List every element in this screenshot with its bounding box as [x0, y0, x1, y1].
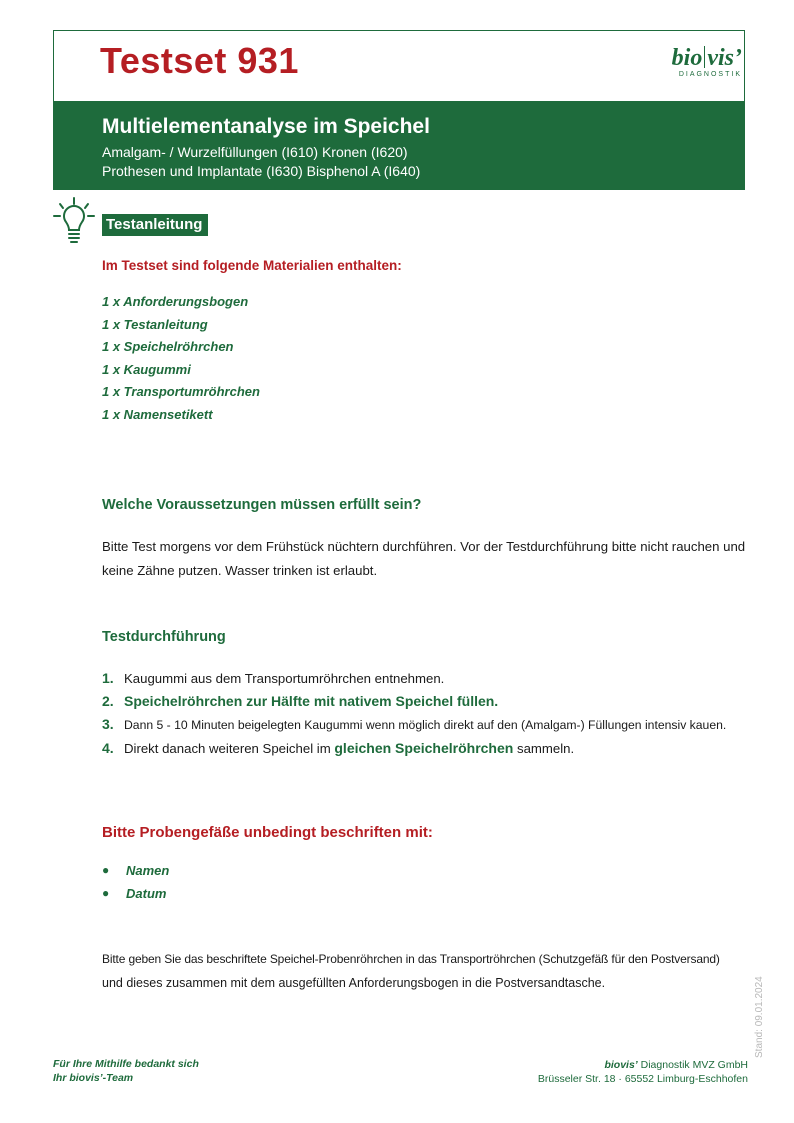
band-title: Multielementanalyse im Speichel [102, 115, 430, 138]
step-2: 2. Speichelröhrchen zur Hälfte mit nativem Speichel füllen. [102, 693, 499, 709]
list-item: ● Datum [102, 886, 167, 901]
procedure-steps [102, 667, 762, 760]
list-item: 1 x Namensetikett [102, 406, 213, 422]
list-item: 1 x Testanleitung [102, 316, 208, 332]
light-bulb-icon [50, 196, 98, 248]
materials-heading: Im Testset sind folgende Materialien enthalten: [102, 258, 402, 273]
footer-company: biovis’ Diagnostik MVZ GmbH Brüsseler Str. 18 · 65552 Limburg-Eschhofen [537, 1059, 748, 1085]
band-line-1: Amalgam- / Wurzelfüllungen (I610) Kronen (I620) [102, 144, 408, 160]
final-instructions: Bitte geben Sie das beschriftete Speichel-Probenröhrchen in das Transportröhrchen (Schutzgefäß für den Postversand) und dieses zusammen mit dem ausgefüllten Anforderungsbogen in die Postversandtasche. [102, 952, 720, 990]
revision-date: Stand: 09.01.2024 [754, 976, 765, 1058]
list-item: 1 x Speichelröhrchen [102, 339, 234, 355]
band-line-2: Prothesen und Implantate (I630) Bisphenol A (I640) [102, 163, 421, 179]
step-4: 4. Direkt danach weiteren Speichel im gleichen Speichelröhrchen sammeln. [102, 740, 575, 756]
list-item: 1 x Anforderungsbogen [102, 294, 249, 309]
step-1: 1. Kaugummi aus dem Transportumröhrchen entnehmen. [102, 670, 445, 686]
procedure-heading: Testdurchführung [102, 629, 226, 645]
labeling-heading: Bitte Probengefäße unbedingt beschriften mit: [102, 824, 433, 841]
logo-word-a: bio [671, 45, 703, 71]
labeling-list [102, 859, 169, 905]
logo-word-b: vis’ [707, 45, 742, 71]
logo-subtitle: DIAGNOSTIK [678, 71, 742, 78]
biovis-logo [672, 46, 742, 78]
page-title: Testset 931 [100, 40, 299, 81]
list-item: ● Namen [102, 863, 170, 878]
footer-thanks: Für Ihre Mithilfe bedankt sich Ihr biovis’-Team [53, 1058, 199, 1084]
section-tag: Testanleitung [102, 214, 208, 236]
list-item: 1 x Transportumröhrchen [102, 384, 260, 400]
prerequisites-text: Bitte Test morgens vor dem Frühstück nüchtern durchführen. Vor der Testdurchführung bitte nicht rauchen und keine Zähne putzen. Wasser trinken ist erlaubt. [102, 539, 746, 578]
prerequisites-heading: Welche Voraussetzungen müssen erfüllt sein? [102, 497, 422, 513]
step-3: 3. Dann 5 - 10 Minuten beigelegten Kaugummi wenn möglich direkt auf den (Amalgam-) Füllungen intensiv kauen. [102, 716, 727, 732]
title-band [53, 101, 745, 190]
list-item: 1 x Kaugummi [102, 361, 191, 377]
materials-list [102, 291, 260, 427]
